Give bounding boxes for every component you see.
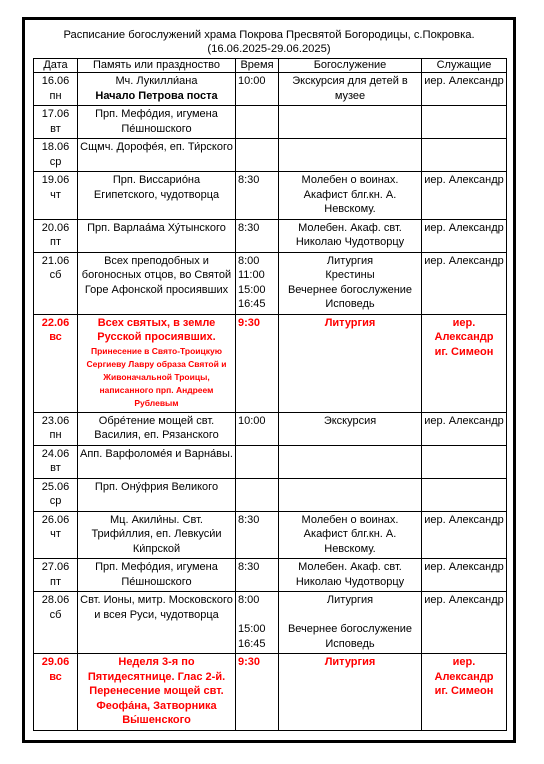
table-row bbox=[34, 172, 507, 220]
schedule-table bbox=[33, 58, 507, 731]
service-value bbox=[281, 608, 419, 623]
service-value: Молебен. Акаф. свт. Николаю Чудотворцу bbox=[295, 561, 405, 588]
clergy-cell bbox=[422, 559, 507, 592]
table-row bbox=[34, 314, 507, 412]
memory-text: Сщмч. Дорофе́я, еп. Ти́рского bbox=[80, 141, 233, 153]
date-value: 17.06 bbox=[41, 108, 70, 120]
weekday-value: пт bbox=[50, 236, 61, 248]
date-value: 18.06 bbox=[41, 141, 70, 153]
time-value: 10:00 bbox=[238, 414, 266, 427]
date-value: 20.06 bbox=[41, 221, 70, 234]
service-cell bbox=[279, 314, 422, 412]
title-line-1: Расписание богослужений храма Покрова Пресвятой Богородицы, с.Покровка. bbox=[63, 29, 475, 41]
date-value: 27.06 bbox=[41, 561, 70, 573]
table-row bbox=[34, 592, 507, 654]
service-value: Молебен о воинах. Акафист блг.кн. А. Невскому. bbox=[301, 513, 399, 555]
memory-cell bbox=[78, 511, 236, 559]
clergy-value: иер. Александр bbox=[424, 174, 504, 186]
table-row bbox=[34, 139, 507, 172]
time-cell bbox=[236, 592, 279, 654]
time-value: 16:45 bbox=[238, 298, 266, 310]
time-cell bbox=[236, 559, 279, 592]
service-cell bbox=[279, 252, 422, 314]
time-value: 11:00 bbox=[238, 269, 265, 281]
weekday-value: пт bbox=[50, 575, 61, 588]
weekday-value: пн bbox=[49, 429, 62, 441]
table-row bbox=[34, 106, 507, 139]
time-value: 8:30 bbox=[238, 174, 260, 186]
time-value: 16:45 bbox=[238, 637, 266, 650]
page-title bbox=[25, 28, 513, 56]
service-cell bbox=[279, 219, 422, 252]
memory-text: Прп. Ону́фрия Великого bbox=[94, 480, 219, 493]
clergy-value: иер. Александр bbox=[424, 414, 504, 427]
service-value: Исповедь bbox=[325, 298, 375, 310]
time-cell bbox=[236, 412, 279, 445]
time-cell bbox=[236, 478, 279, 511]
date-cell bbox=[34, 106, 78, 139]
memory-cell bbox=[78, 412, 236, 445]
clergy-cell bbox=[422, 445, 507, 478]
clergy-value: иер. Александр bbox=[424, 594, 504, 606]
clergy-cell bbox=[422, 73, 507, 106]
time-value: 8:00 bbox=[238, 594, 260, 606]
time-cell bbox=[236, 106, 279, 139]
memory-subnote: Принесение в Свято-Троицкую Сергиеву Лавру образа Святой и Живоначальной Троицы, написанного прп. Андреем Рублевым bbox=[86, 345, 227, 408]
service-value: Литургия bbox=[326, 254, 374, 267]
service-value: Литургия bbox=[324, 316, 376, 329]
clergy-value: иер. Александр bbox=[424, 561, 504, 573]
memory-cell bbox=[78, 106, 236, 139]
date-value: 24.06 bbox=[41, 447, 70, 460]
clergy-value: иер. Александр bbox=[434, 656, 494, 683]
header-clergy: Служащие bbox=[422, 59, 507, 73]
date-value: 26.06 bbox=[41, 513, 70, 526]
time-cell bbox=[236, 314, 279, 412]
time-value: 8:30 bbox=[238, 221, 260, 234]
clergy-cell bbox=[422, 412, 507, 445]
date-cell bbox=[34, 654, 78, 731]
time-cell bbox=[236, 73, 279, 106]
service-cell bbox=[279, 73, 422, 106]
table-row bbox=[34, 478, 507, 511]
date-value: 29.06 bbox=[41, 656, 70, 668]
service-cell bbox=[279, 592, 422, 654]
service-value: Литургия bbox=[326, 594, 374, 606]
time-value: 15:00 bbox=[238, 623, 266, 635]
table-row bbox=[34, 654, 507, 731]
header-service: Богослужение bbox=[279, 59, 422, 73]
memory-text: Всех святых, в земле Русской просиявших. bbox=[97, 316, 216, 343]
date-cell bbox=[34, 73, 78, 106]
header-time: Время bbox=[236, 59, 279, 73]
date-cell bbox=[34, 412, 78, 445]
time-cell bbox=[236, 219, 279, 252]
date-value: 16.06 bbox=[41, 75, 70, 87]
memory-text: Прп. Виссарио́на Египетского, чудотворца bbox=[93, 174, 220, 201]
weekday-value: сб bbox=[49, 269, 62, 281]
service-value: Экскурсия bbox=[323, 414, 377, 427]
clergy-cell bbox=[422, 106, 507, 139]
header-memory: Память или праздноство bbox=[78, 59, 236, 73]
memory-text: Свт. Ионы, митр. Московского и всея Руси, чудотворца bbox=[80, 594, 233, 621]
weekday-value: вт bbox=[50, 462, 61, 474]
clergy-value: иер. Александр bbox=[424, 513, 504, 526]
date-cell bbox=[34, 314, 78, 412]
date-cell bbox=[34, 172, 78, 220]
service-cell bbox=[279, 654, 422, 731]
schedule-sheet bbox=[22, 17, 516, 743]
table-header-row bbox=[34, 59, 507, 73]
memory-cell bbox=[78, 73, 236, 106]
memory-text: Прп. Варлаа́ма Ху́тынского bbox=[87, 221, 226, 234]
weekday-value: ср bbox=[49, 495, 62, 507]
table-row bbox=[34, 252, 507, 314]
clergy-cell bbox=[422, 511, 507, 559]
memory-text: Обре́тение мощей свт. Василия, еп. Рязанского bbox=[94, 414, 219, 441]
date-cell bbox=[34, 252, 78, 314]
weekday-value: чт bbox=[50, 188, 61, 201]
weekday-value: сб bbox=[49, 608, 62, 621]
memory-cell bbox=[78, 592, 236, 654]
clergy-value: иер. Александр bbox=[424, 254, 504, 267]
clergy-cell bbox=[422, 219, 507, 252]
memory-text: Апп. Варфоломе́я и Варна́вы. bbox=[80, 447, 233, 460]
memory-text: Всех преподобных и богоносных отцов, во Святой Горе Афонской просиявших bbox=[81, 254, 232, 296]
date-cell bbox=[34, 219, 78, 252]
clergy-cell bbox=[422, 478, 507, 511]
memory-cell bbox=[78, 445, 236, 478]
time-value: 8:00 bbox=[238, 254, 260, 267]
date-cell bbox=[34, 478, 78, 511]
table-row bbox=[34, 73, 507, 106]
table-row bbox=[34, 219, 507, 252]
time-value: 9:30 bbox=[238, 316, 261, 329]
date-cell bbox=[34, 139, 78, 172]
service-value: Литургия bbox=[324, 656, 376, 668]
table-row bbox=[34, 412, 507, 445]
time-cell bbox=[236, 511, 279, 559]
schedule-rows bbox=[34, 73, 507, 731]
service-cell bbox=[279, 445, 422, 478]
time-value bbox=[238, 608, 276, 623]
clergy-value: иер. Александр bbox=[434, 316, 494, 343]
memory-note: Начало Петрова поста bbox=[95, 89, 218, 102]
memory-cell bbox=[78, 654, 236, 731]
service-value: Вечернее богослужение bbox=[287, 283, 413, 296]
clergy-value: иер. Александр bbox=[424, 75, 504, 87]
service-cell bbox=[279, 139, 422, 172]
service-value: Исповедь bbox=[325, 637, 375, 650]
date-cell bbox=[34, 445, 78, 478]
clergy-cell bbox=[422, 139, 507, 172]
clergy-cell bbox=[422, 592, 507, 654]
weekday-value: пн bbox=[49, 89, 62, 102]
header-date: Дата bbox=[34, 59, 78, 73]
date-cell bbox=[34, 511, 78, 559]
date-value: 21.06 bbox=[41, 254, 70, 267]
weekday-value: чт bbox=[50, 528, 61, 540]
time-cell bbox=[236, 252, 279, 314]
date-value: 25.06 bbox=[41, 480, 70, 493]
memory-cell bbox=[78, 139, 236, 172]
time-cell bbox=[236, 445, 279, 478]
service-cell bbox=[279, 106, 422, 139]
time-value: 15:00 bbox=[238, 283, 266, 296]
memory-text: Прп. Мефо́дия, игумена Пе́шношского bbox=[95, 561, 218, 588]
service-cell bbox=[279, 559, 422, 592]
title-line-2: (16.06.2025-29.06.2025) bbox=[207, 43, 331, 55]
clergy-cell bbox=[422, 314, 507, 412]
clergy-cell bbox=[422, 654, 507, 731]
memory-text: Мч. Лукилли́ана bbox=[115, 75, 198, 87]
service-cell bbox=[279, 172, 422, 220]
weekday-value: ср bbox=[49, 155, 62, 168]
clergy-value: иер. Александр bbox=[424, 221, 504, 234]
time-value: 8:30 bbox=[238, 561, 260, 573]
service-cell bbox=[279, 478, 422, 511]
date-value: 22.06 bbox=[41, 316, 70, 329]
service-value: Молебен. Акаф. свт. Николаю Чудотворцу bbox=[295, 221, 405, 248]
service-value: Вечернее богослужение bbox=[287, 623, 413, 635]
clergy-value: иг. Симеон bbox=[434, 345, 494, 358]
time-cell bbox=[236, 654, 279, 731]
memory-cell bbox=[78, 314, 236, 412]
memory-text: Неделя 3-я по Пятидесятнице. Глас 2-й. Перенесение мощей свт. Феофа́на, Затворника Вы́шенского bbox=[87, 656, 226, 726]
date-value: 19.06 bbox=[41, 174, 70, 186]
clergy-value: иг. Симеон bbox=[434, 685, 494, 697]
memory-cell bbox=[78, 559, 236, 592]
service-value: Молебен о воинах. Акафист блг.кн. А. Невскому. bbox=[301, 174, 399, 215]
table-row bbox=[34, 511, 507, 559]
time-value: 9:30 bbox=[238, 656, 261, 668]
memory-text: Мц. Акили́ны. Свт. Трифи́ллия, еп. Левкуси́и Ки́прской bbox=[91, 513, 222, 555]
clergy-cell bbox=[422, 252, 507, 314]
date-cell bbox=[34, 559, 78, 592]
service-cell bbox=[279, 412, 422, 445]
time-value: 10:00 bbox=[238, 75, 266, 87]
clergy-cell bbox=[422, 172, 507, 220]
table-row bbox=[34, 559, 507, 592]
weekday-value: вт bbox=[50, 122, 61, 135]
time-cell bbox=[236, 172, 279, 220]
time-cell bbox=[236, 139, 279, 172]
memory-cell bbox=[78, 172, 236, 220]
weekday-value: вс bbox=[49, 670, 62, 683]
service-value: Крестины bbox=[325, 269, 375, 281]
weekday-value: вс bbox=[49, 331, 62, 343]
date-cell bbox=[34, 592, 78, 654]
time-value: 8:30 bbox=[238, 513, 260, 526]
memory-cell bbox=[78, 252, 236, 314]
table-row bbox=[34, 445, 507, 478]
memory-text: Прп. Мефо́дия, игумена Пе́шношского bbox=[95, 108, 218, 135]
service-value: Экскурсия для детей в музее bbox=[292, 75, 408, 102]
memory-cell bbox=[78, 219, 236, 252]
service-cell bbox=[279, 511, 422, 559]
date-value: 23.06 bbox=[41, 414, 70, 427]
date-value: 28.06 bbox=[41, 594, 70, 606]
memory-cell bbox=[78, 478, 236, 511]
